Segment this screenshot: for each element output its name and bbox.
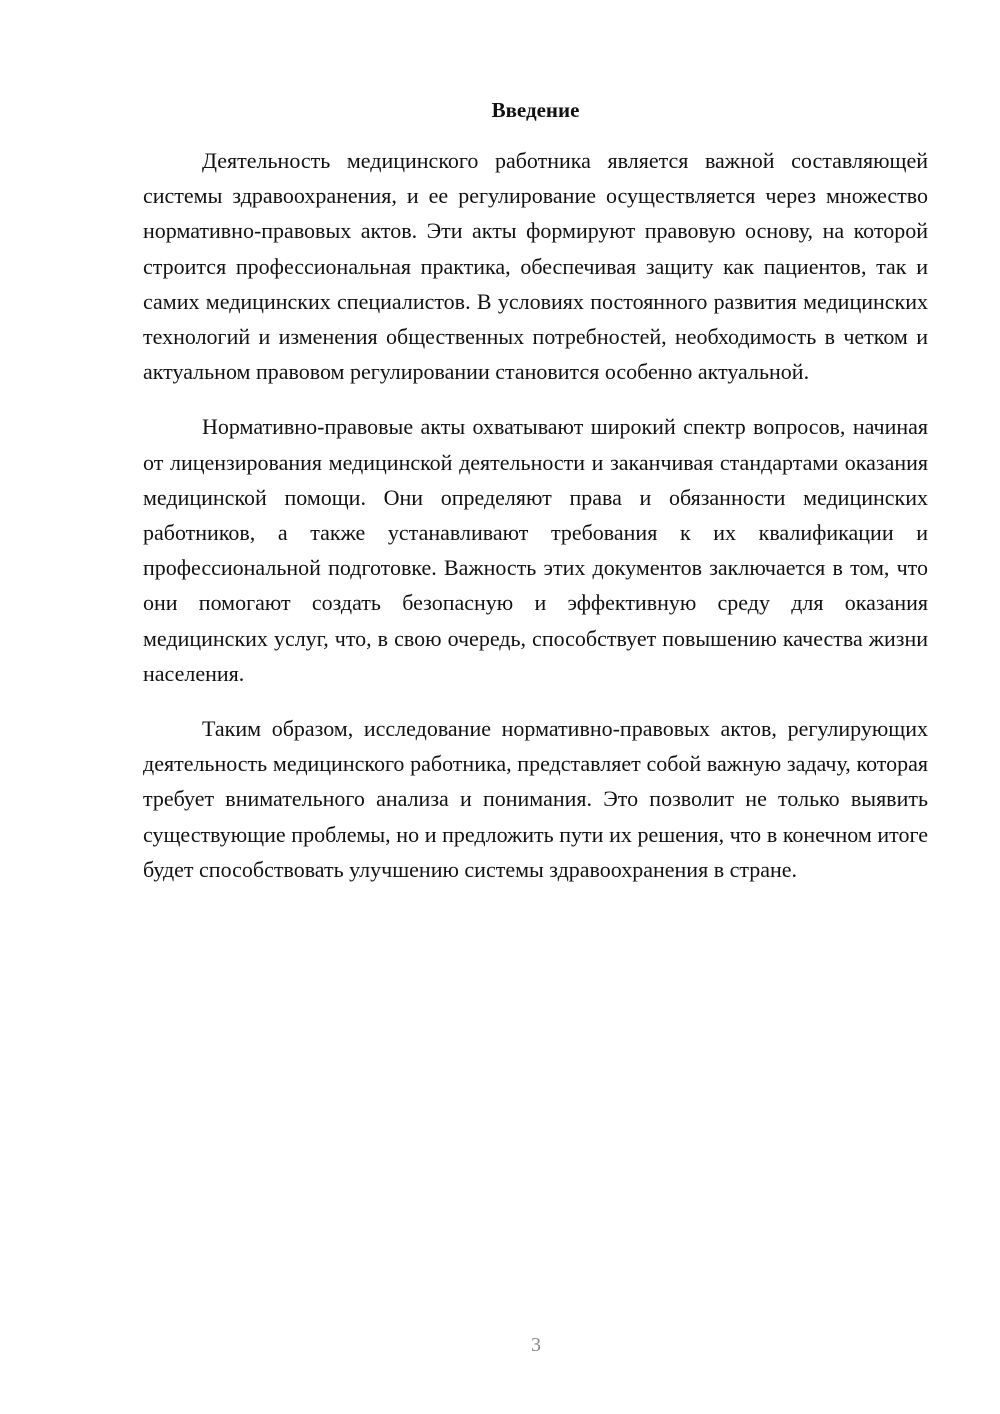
paragraph-2: Нормативно-правовые акты охватывают широкий спектр вопросов, начиная от лицензирования медицинской деятельности и заканчивая стандартами оказания медицинской помощи. Они определяют права и обязанности медицинских работников, а также устанавливают требования к их квалификации и профессиональной подготовке. Важность этих документов заключается в том, что они помогают создать безопасную и эффективную среду для оказания медицинских услуг, что, в свою очередь, способствует повышению качества жизни населения. bbox=[143, 414, 928, 686]
section-title: Введение bbox=[491, 98, 580, 122]
page-content bbox=[143, 96, 928, 907]
paragraph-1: Деятельность медицинского работника является важной составляющей системы здравоохранения, и ее регулирование осуществляется через множество нормативно-правовых актов. Эти акты формируют правовую основу, на которой строится профессиональная практика, обеспечивая защиту как пациентов, так и самих медицинских специалистов. В условиях постоянного развития медицинских технологий и изменения общественных потребностей, необходимость в четком и актуальном правовом регулировании становится особенно актуальной. bbox=[143, 148, 928, 385]
page-number: 3 bbox=[531, 1334, 541, 1356]
paragraph-3: Таким образом, исследование нормативно-правовых актов, регулирующих деятельность медицинского работника, представляет собой важную задачу, которая требует внимательного анализа и понимания. Это позволит не только выявить существующие проблемы, но и предложить пути их решения, что в конечном итоге будет способствовать улучшению системы здравоохранения в стране. bbox=[143, 716, 928, 882]
